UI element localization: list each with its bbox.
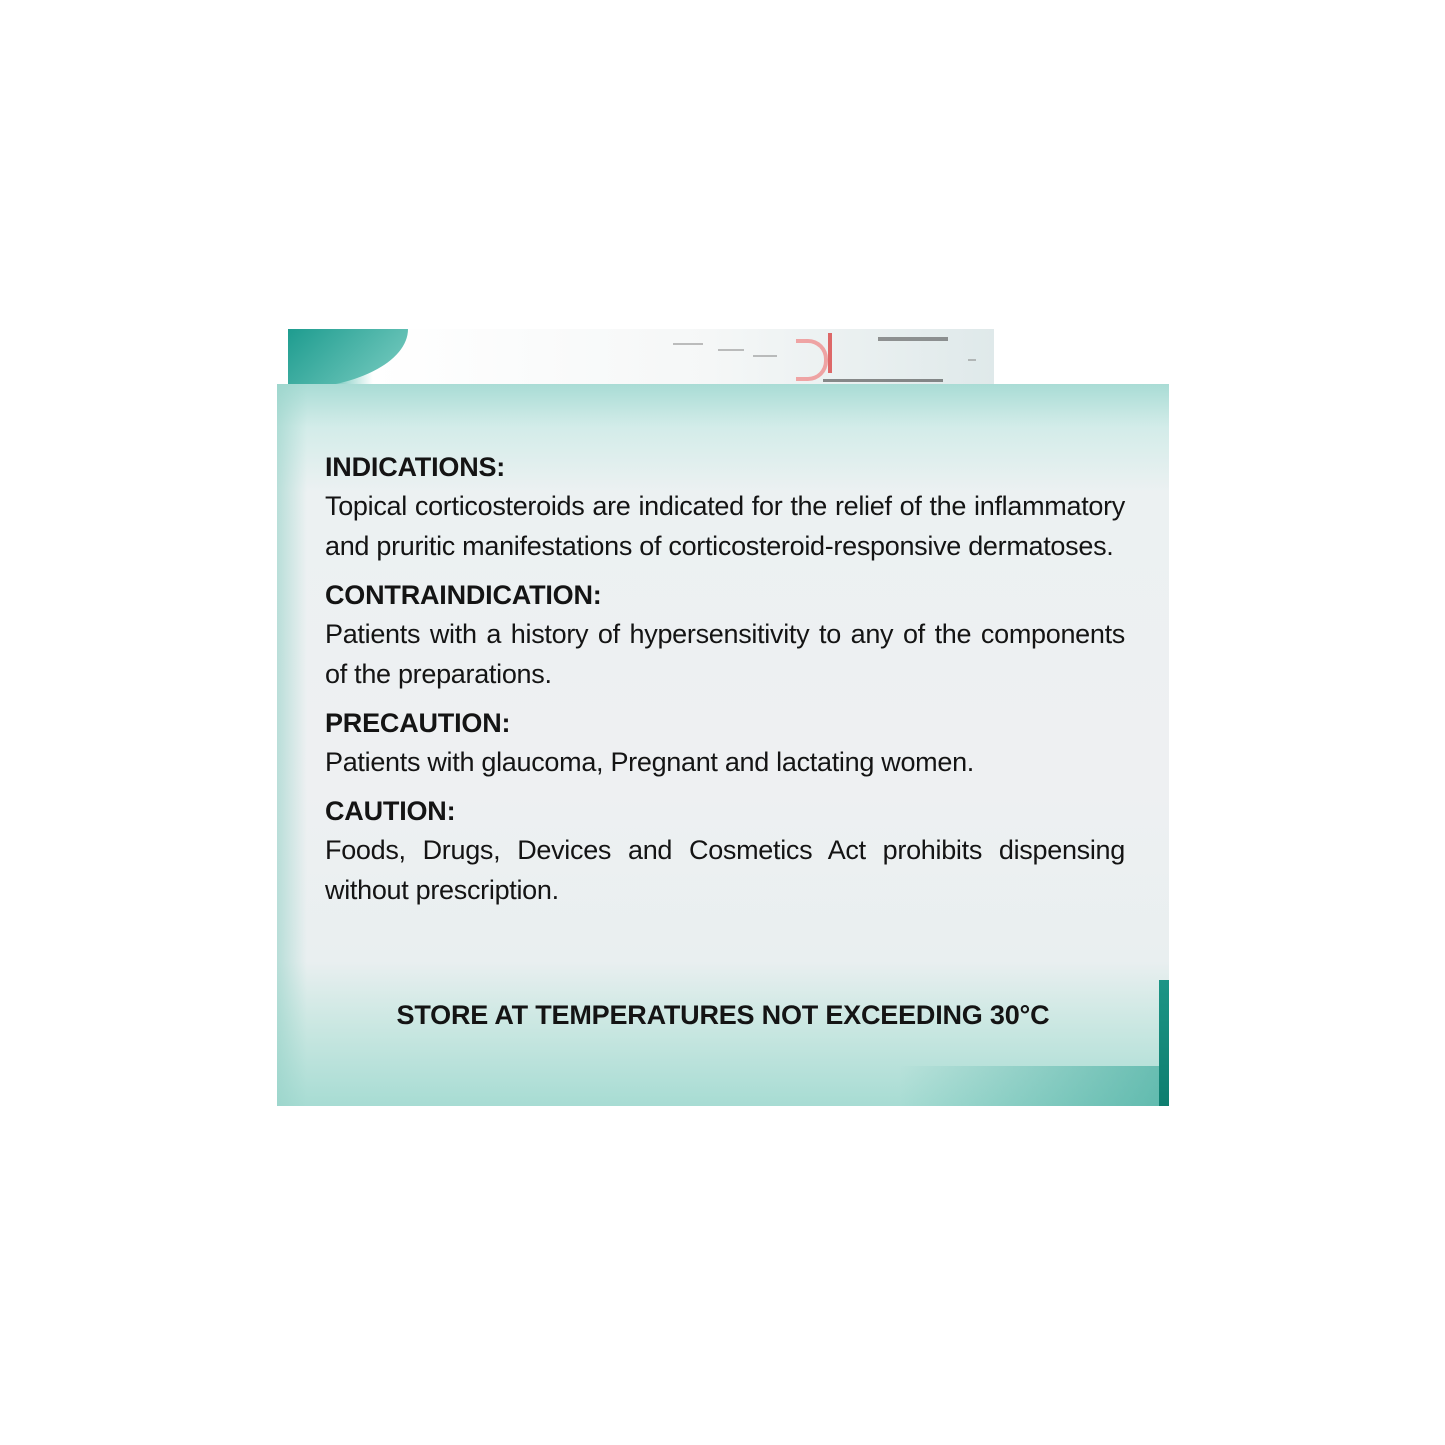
rx-symbol-icon <box>796 339 828 381</box>
teal-corner-accent <box>1159 980 1169 1106</box>
fine-print-line <box>968 359 976 361</box>
fine-print-block <box>878 337 948 341</box>
storage-instruction: STORE AT TEMPERATURES NOT EXCEEDING 30°C <box>396 1000 1050 1030</box>
frame-line <box>823 379 943 382</box>
contraindication-text: Patients with a history of hypersensitivity to any of the components of the preparations. <box>325 619 1125 689</box>
panel-edge-shade <box>277 384 307 1106</box>
indications-heading: INDICATIONS: <box>325 452 506 482</box>
red-label-strip <box>828 333 832 373</box>
fine-print-line <box>673 343 703 345</box>
caution-text: Foods, Drugs, Devices and Cosmetics Act prohibits dispensing without prescription. <box>325 835 1125 905</box>
contraindication-heading: CONTRAINDICATION: <box>325 580 602 610</box>
precaution-text: Patients with glaucoma, Pregnant and lactating women. <box>325 747 974 777</box>
fine-print-line <box>753 355 777 357</box>
teal-swoosh-graphic <box>288 329 408 385</box>
caution-heading: CAUTION: <box>325 796 456 826</box>
teal-bottom-band <box>899 1066 1159 1106</box>
precaution-heading: PRECAUTION: <box>325 708 511 738</box>
indications-text: Topical corticosteroids are indicated for the relief of the inflammatory and pruritic manifestations of corticosteroid-responsive dermatoses. <box>325 491 1125 561</box>
box-top-flap <box>288 329 994 385</box>
drug-information-text <box>325 448 1125 920</box>
fine-print-line <box>718 349 744 351</box>
